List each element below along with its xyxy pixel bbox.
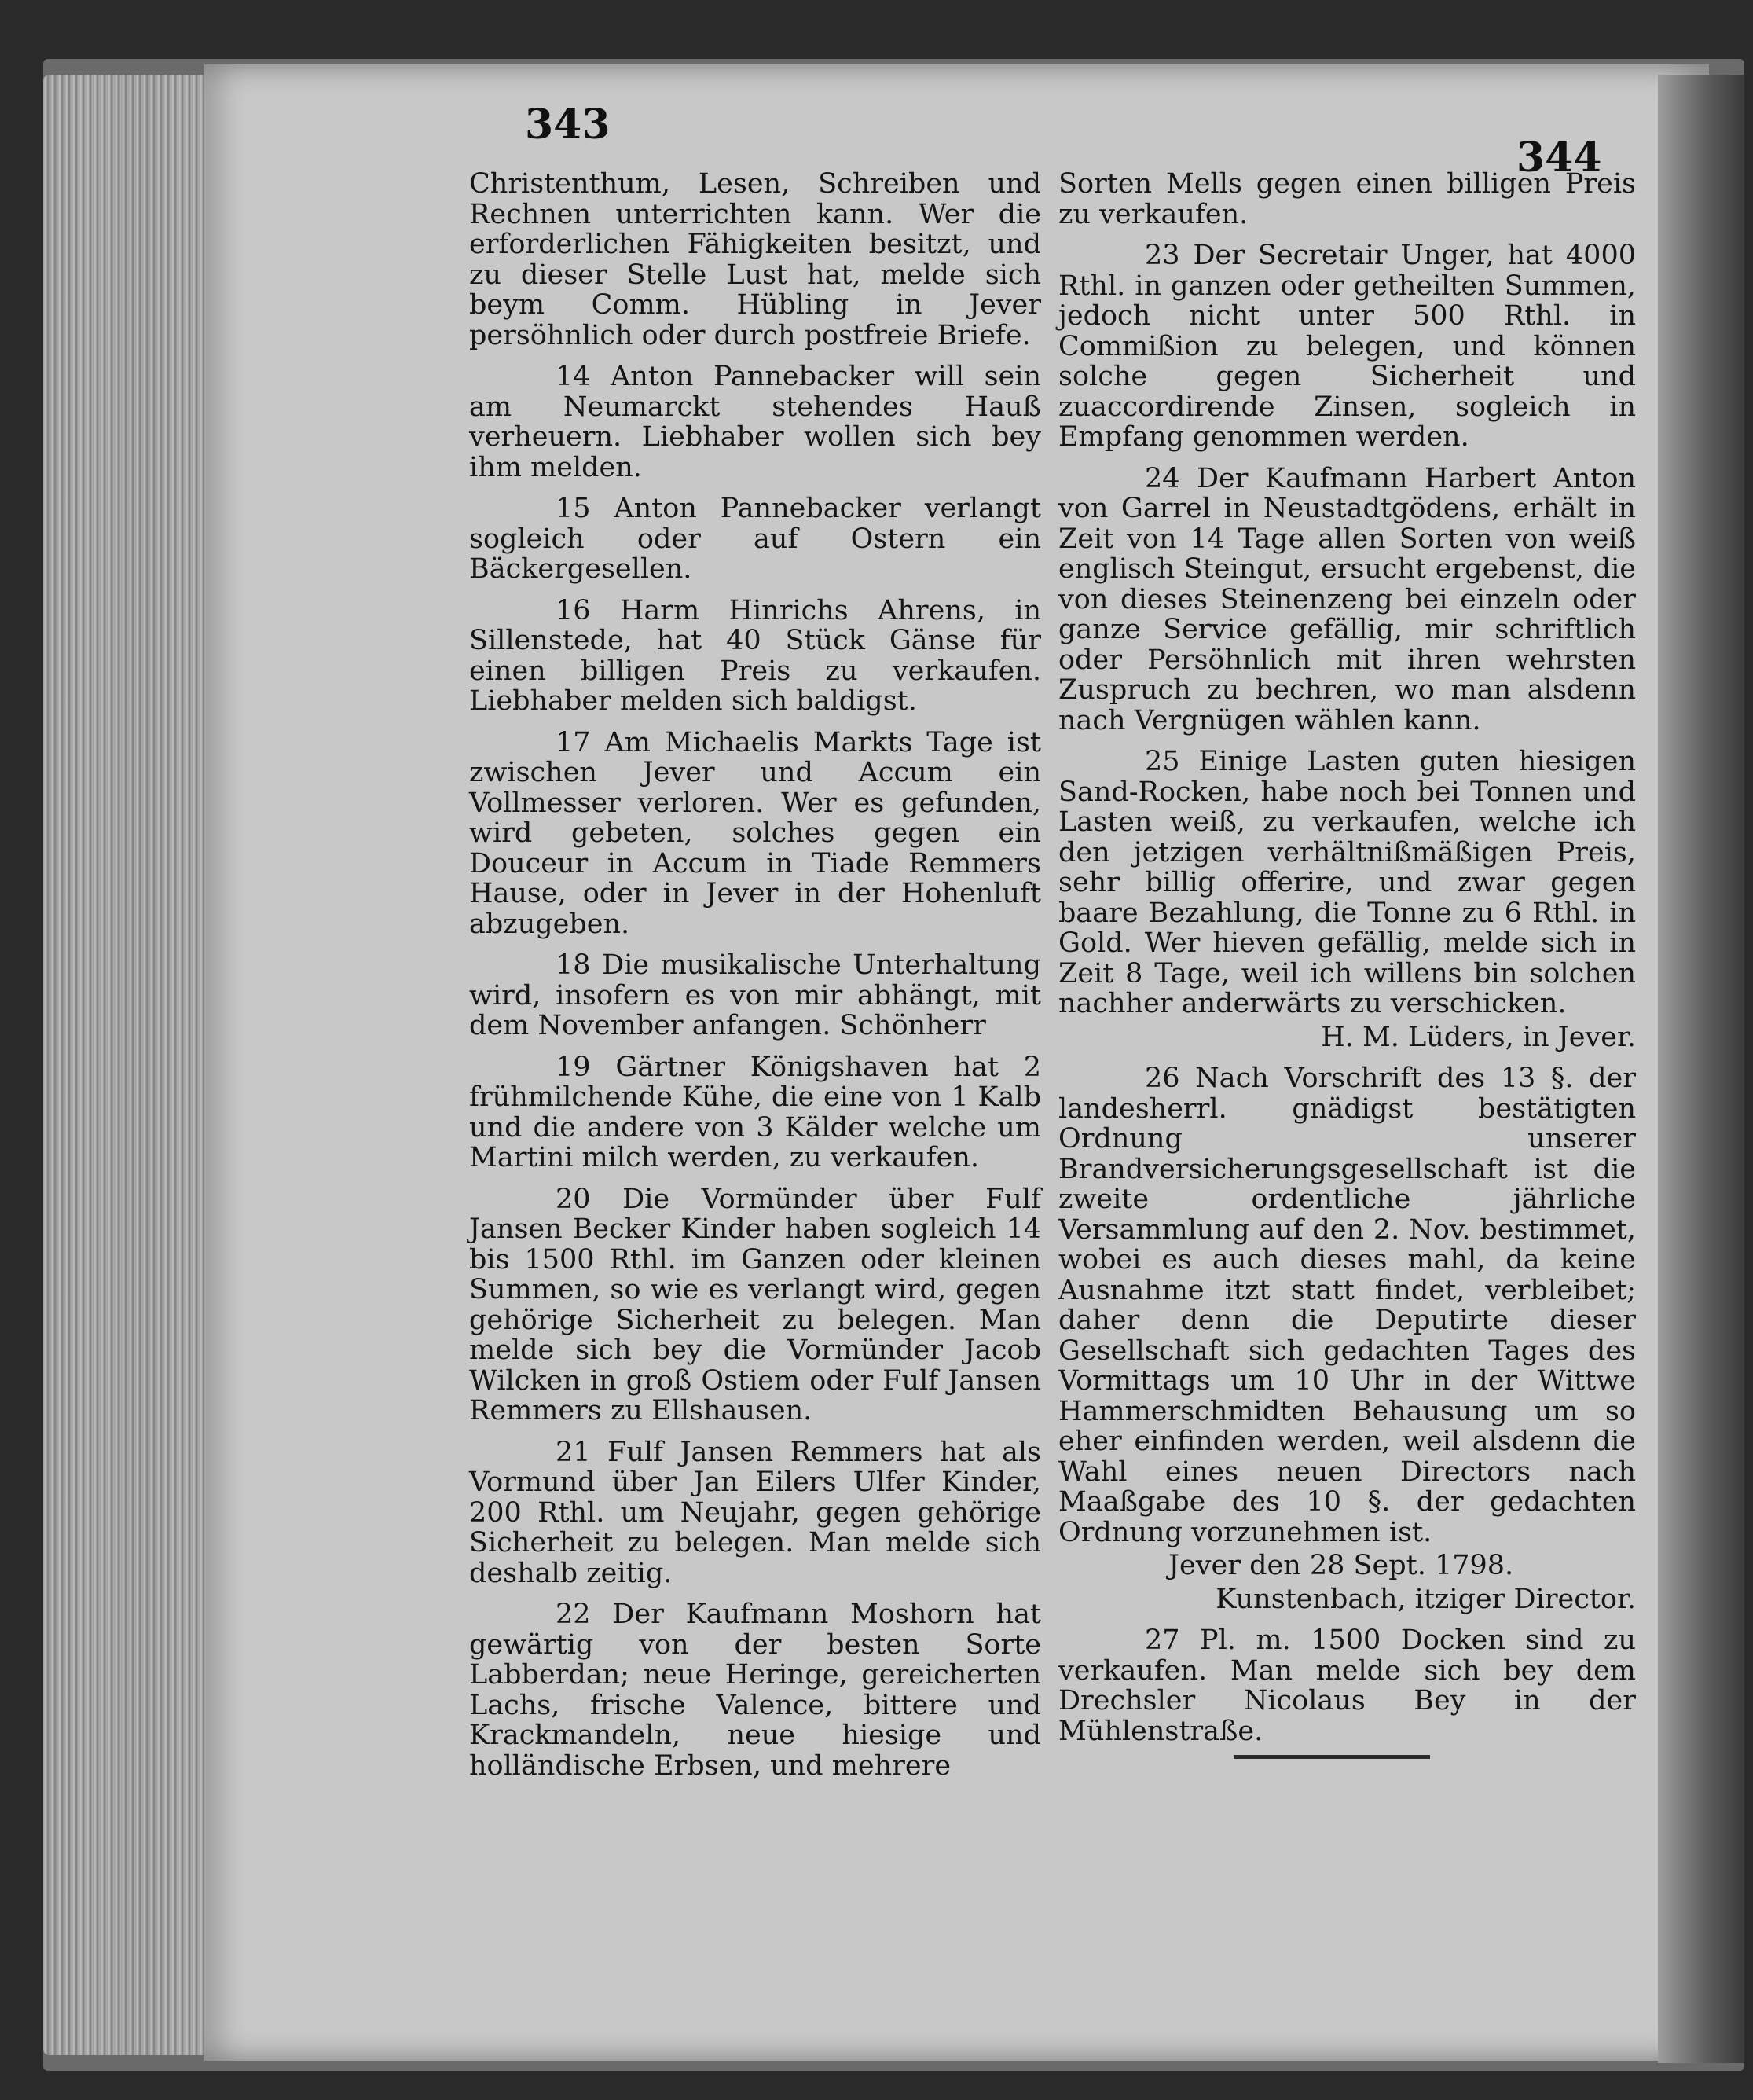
notice-15: 15 Anton Pannebacker verlangt sogleich oder auf Ostern ein Bäckergesellen. <box>469 493 1041 585</box>
notice-21: 21 Fulf Jansen Remmers hat als Vormund über Jan Eilers Ulfer Kinder, 200 Rthl. um Neujahr, gegen gehörige Sicherheit zu belegen. Man melde sich deshalb zeitig. <box>469 1436 1041 1589</box>
notice-25-signature: H. M. Lüders, in Jever. <box>1321 1021 1636 1053</box>
notice-19: 19 Gärtner Königshaven hat 2 frühmilchende Kühe, die eine von 1 Kalb und die andere von 3 Kälder welche um Martini milch werden, zu verkaufen. <box>469 1051 1041 1173</box>
closing-rule <box>1234 1755 1430 1759</box>
book-gutter <box>1658 75 1744 2063</box>
page-number-right: 344 <box>1516 134 1602 182</box>
right-column <box>1058 169 1636 1757</box>
notice-22-continued: Sorten Mells gegen einen billigen Preis zu verkaufen. <box>1058 168 1636 230</box>
notice-27: 27 Pl. m. 1500 Docken sind zu verkaufen. Man melde sich bey dem Drechsler Nicolaus Bey in der Mühlenstraße. <box>1058 1625 1636 1747</box>
notice-26: 26 Nach Vorschrift des 13 §. der landesherrl. gnädigst bestätigten Ordnung unserer Brandversicherungsgesellschaft ist die zweite ordentliche jährliche Versammlung auf den 2. Nov. bestimmet, wobei es auch dieses mahl, da keine Ausnahme itzt statt findet, verbleibet; daher denn die Deputirte dieser Gesellschaft sich gedachten Tages des Vormittags um 10 Uhr in der Wittwe Hammerschmidten Behausung um so eher einfinden werden, weil alsdenn die Wahl eines neuen Directors nach Maaßgabe des 10 §. der gedachten Ordnung vorzunehmen ist. <box>1058 1063 1636 1548</box>
notice-14: 14 Anton Pannebacker will sein am Neumarckt stehendes Hauß verheuern. Liebhaber wollen sich bey ihm melden. <box>469 361 1041 483</box>
notice-13-continued: Christenthum, Lesen, Schreiben und Rechnen unterrichten kann. Wer die erforderlichen Fähigkeiten besitzt, und zu dieser Stelle Lust hat, melde sich beym Comm. Hübling in Jever persöhnlich oder durch postfreie Briefe. <box>469 168 1041 351</box>
notice-23: 23 Der Secretair Unger, hat 4000 Rthl. in ganzen oder getheilten Summen, jedoch nicht unter 500 Rthl. in Commißion zu belegen, und können solche gegen Sicherheit und zuaccordirende Zinsen, sogleich in Empfang genommen werden. <box>1058 240 1636 453</box>
notice-26-signature: Kunstenbach, itziger Director. <box>1216 1583 1636 1615</box>
notice-16: 16 Harm Hinrichs Ahrens, in Sillenstede, hat 40 Stück Gänse für einen billigen Preis zu verkaufen. Liebhaber melden sich baldigst. <box>469 594 1041 717</box>
notice-22: 22 Der Kaufmann Moshorn hat gewärtig von der besten Sorte Labberdan; neue Heringe, gereicherten Lachs, frische Valence, bittere und Krackmandeln, neue hiesige und holländische Erbsen, und mehrere <box>469 1599 1041 1782</box>
notice-18: 18 Die musikalische Unterhaltung wird, insofern es von mir abhängt, mit dem November anfangen. Schönherr <box>469 949 1041 1041</box>
notice-25: 25 Einige Lasten guten hiesigen Sand-Rocken, habe noch bei Tonnen und Lasten weiß, zu verkaufen, welche ich den jetzigen verhältnißmäßigen Preis, sehr billig offerire, und zwar gegen baare Bezahlung, die Tonne zu 6 Rthl. in Gold. Wer hieven gefällig, melde sich in Zeit 8 Tage, weil ich willens bin solchen nachher anderwärts zu verschicken. <box>1058 746 1636 1019</box>
left-column <box>469 169 1041 1792</box>
notice-20: 20 Die Vormünder über Fulf Jansen Becker Kinder haben sogleich 14 bis 1500 Rthl. im Ganzen oder kleinen Summen, so wie es verlangt wird, gegen gehörige Sicherheit zu belegen. Man melde sich bey die Vormünder Jacob Wilcken in groß Ostiem oder Fulf Jansen Remmers zu Ellshausen. <box>469 1183 1041 1426</box>
page-edges <box>43 75 212 2055</box>
page-number-left: 343 <box>525 101 611 149</box>
notice-17: 17 Am Michaelis Markts Tage ist zwischen Jever und Accum ein Vollmesser verloren. Wer es gefunden, wird gebeten, solches gegen ein Douceur in Accum in Tiade Remmers Hause, oder in Jever in der Hohenluft abzugeben. <box>469 726 1041 940</box>
notice-26-date: Jever den 28 Sept. 1798. <box>1168 1550 1514 1581</box>
notice-24: 24 Der Kaufmann Harbert Anton von Garrel in Neustadtgödens, erhält in Zeit von 14 Tage allen Sorten von weiß englisch Steingut, ersucht ergebenst, die von dieses Steinenzeng bei einzeln oder ganze Service gefällig, mir schriftlich oder Persöhnlich mit ihren wehrsten Zuspruch zu bechren, wo man alsdenn nach Vergnügen wählen kann. <box>1058 462 1636 736</box>
